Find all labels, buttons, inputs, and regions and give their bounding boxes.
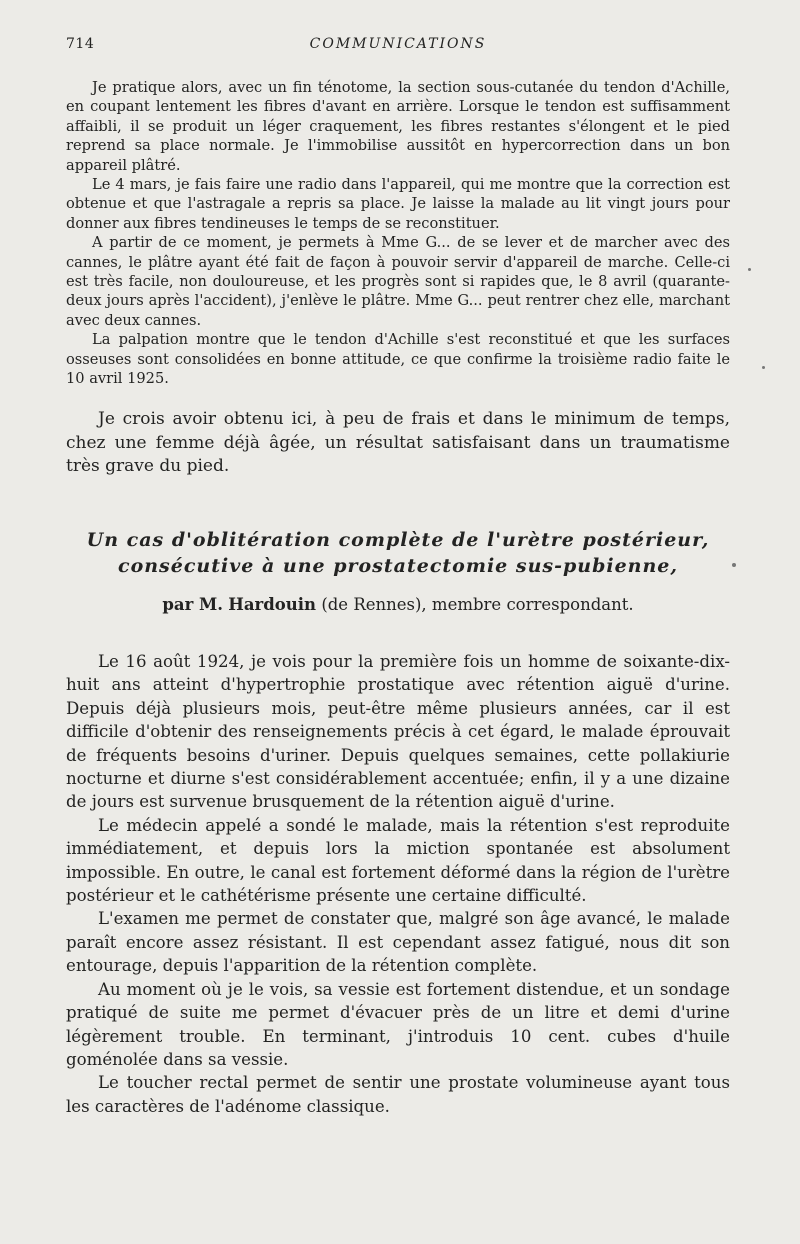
- body-paragraph: L'examen me permet de constater que, malgré son âge avancé, le malade paraît encore assez résistant. Il est cependant assez fatigué, nous dit son entourage, depuis l'apparition de la rétention complète.: [66, 909, 730, 976]
- byline-affiliation: (de Rennes), membre correspondant.: [321, 595, 634, 614]
- continued-case-report: [66, 78, 730, 389]
- print-speck: [732, 563, 736, 567]
- page-number: 714: [66, 36, 95, 52]
- case-paragraph: La palpation montre que le tendon d'Achille s'est reconstitué et que les surfaces osseuses sont consolidées en bonne attitude, ce que confirme la troisième radio faite le 10 avril 1925.: [66, 331, 730, 388]
- body-paragraph: Le médecin appelé a sondé le malade, mais la rétention s'est reproduite immédiatement, et depuis lors la miction spontanée est absolument impossible. En outre, le canal est fortement déformé dans la région de l'urètre postérieur et le cathétérisme présente une certaine difficulté.: [66, 815, 730, 906]
- conclusion-section: [66, 408, 730, 479]
- case-paragraph: A partir de ce moment, je permets à Mme G... de se lever et de marcher avec des cannes, le plâtre ayant été fait de façon à pouvoir servir d'appareil de marche. Celle-ci est très facile, non douloureuse, et les progrès sont si rapides que, le 8 avril (quarante-deux jours après l'accident), j'enlève le plâtre. Mme G... peut rentrer chez elle, marchant avec deux cannes.: [66, 234, 730, 329]
- conclusion-paragraph: Je crois avoir obtenu ici, à peu de frais et dans le minimum de temps, chez une femme déjà âgée, un résultat satisfaisant dans un traumatisme très grave du pied.: [66, 409, 730, 476]
- page-header: [66, 36, 730, 58]
- article-byline: [66, 594, 730, 616]
- author-name: Hardouin: [228, 595, 317, 614]
- running-head: COMMUNICATIONS: [309, 36, 487, 52]
- case-paragraph: Je pratique alors, avec un fin ténotome, la section sous-cutanée du tendon d'Achille, en coupant lentement les fibres d'avant en arrière. Lorsque le tendon est suffisamment affaibli, il se produit un léger craquement, les fibres restantes s'élongent et le pied reprend sa place normale. Je l'immobilise aussitôt en hypercorrection dans un bon appareil plâtré.: [66, 79, 730, 174]
- byline-prefix: par M.: [162, 595, 224, 614]
- article-title-line: consécutive à une prostatectomie sus-pubienne,: [118, 555, 678, 577]
- article-title-line: Un cas d'oblitération complète de l'urètre postérieur,: [86, 529, 710, 551]
- article-body: [66, 650, 730, 1118]
- case-paragraph: Le 4 mars, je fais faire une radio dans l'appareil, qui me montre que la correction est obtenue et que l'astragale a repris sa place. Je laisse la malade au lit vingt jours pour donner aux fibres tendineuses le temps de se reconstituer.: [66, 176, 730, 232]
- body-paragraph: Au moment où je le vois, sa vessie est fortement distendue, et un sondage pratiqué de suite me permet d'évacuer près de un litre et demi d'urine légèrement trouble. En terminant, j'introduis 10 cent. cubes d'huile goménolée dans sa vessie.: [66, 979, 730, 1069]
- print-speck: [762, 366, 765, 369]
- body-paragraph: Le 16 août 1924, je vois pour la première fois un homme de soixante-dix-huit ans atteint d'hypertrophie prostatique avec rétention aiguë d'urine. Depuis déjà plusieurs mois, peut-être même plusieurs années, car il est difficile d'obtenir des renseignements précis à cet égard, le malade éprouvait de fréquents besoins d'uriner. Depuis quelques semaines, cette pollakiurie nocturne et diurne s'est considérablement accentuée; enfin, il y a une dizaine de jours est survenue brusquement de la rétention aiguë d'urine.: [66, 652, 730, 812]
- print-speck: [748, 268, 751, 271]
- body-paragraph: Le toucher rectal permet de sentir une prostate volumineuse ayant tous les caractères de l'adénome classique.: [66, 1073, 730, 1116]
- article-title: [66, 527, 730, 579]
